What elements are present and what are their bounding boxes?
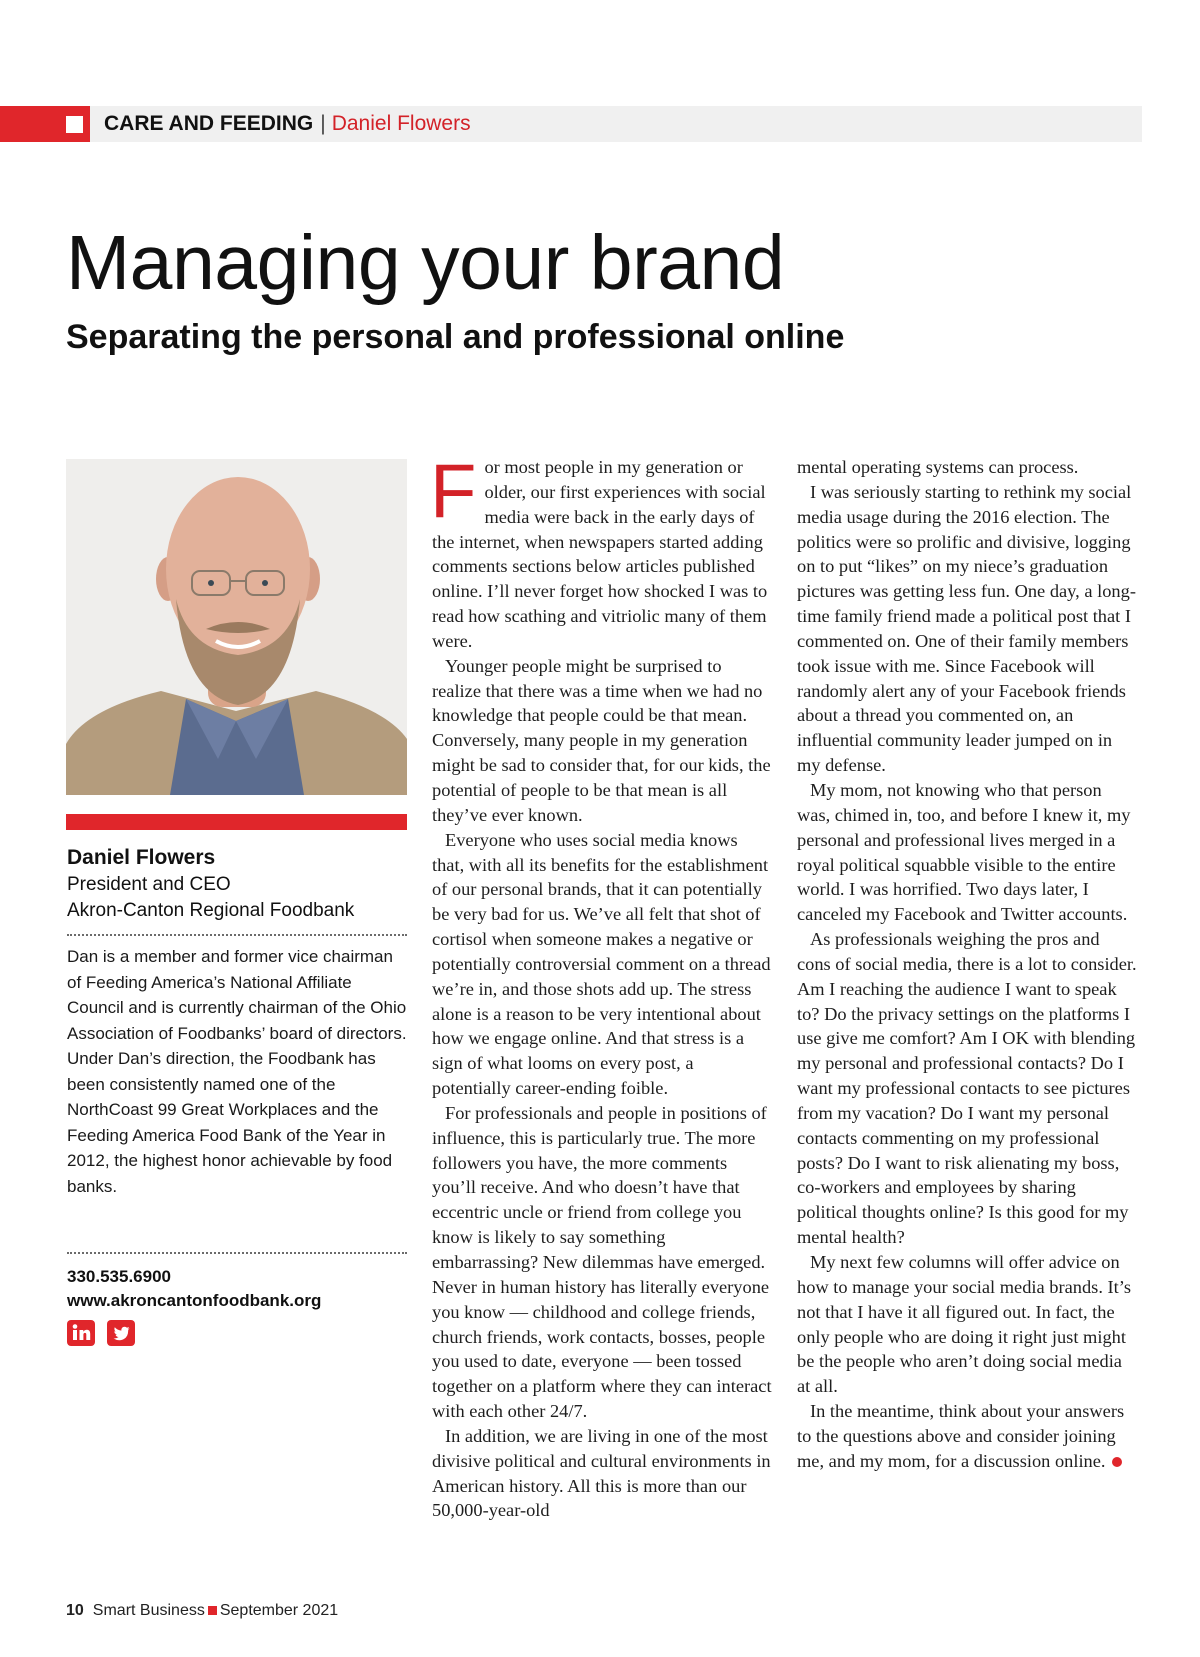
photo-accent-bar	[66, 814, 407, 830]
article-paragraph: My mom, not knowing who that person was, chimed in, too, and before I knew it, my personal and professional lives merged in a royal political squabble visible to the entire world. I was horrified. Two days later, I canceled my Facebook and Twitter accounts.	[797, 779, 1131, 925]
page-number: 10	[66, 1602, 84, 1619]
article-paragraph: My next few columns will offer advice on how to manage your social media brands. It’s not that I have it all figured out. In fact, the only people who are doing it right just might be the people who aren’t doing social media at all.	[797, 1252, 1132, 1397]
article-paragraph: mental operating systems can process.	[797, 457, 1079, 477]
article-paragraph: Everyone who uses social media knows that, with all its benefits for the establishment of our personal brands, that it can potentially be very bad for us. We’ve all felt that shot of cortisol when someone makes a negative or potentially controversial comment on a thread we’re in, and those shots add up. The stress alone is a reason to be very intentional about how we engage online. And that stress is a sign of what looms on every post, a potentially career-ending foible.	[432, 829, 771, 1099]
author-organization: Akron-Canton Regional Foodbank	[67, 900, 355, 921]
article-paragraph: I was seriously starting to rethink my social media usage during the 2016 election. The politics were so prolific and divisive, logging on to put “likes” on my niece’s graduation pictures was getting less fun. One day, a long-time family friend made a political post that I commented on. One of their family members took issue with me. Since Facebook will randomly alert any of your Facebook friends about a thread you commented on, an influential community leader jumped on in my defense.	[797, 481, 1136, 776]
page-footer	[66, 1600, 338, 1622]
dotted-divider	[67, 934, 407, 936]
article-paragraph: As professionals weighing the pros and cons of social media, there is a lot to consider. Am I reaching the audience I want to speak to? Do the privacy settings on the platforms I use give me comfort? Am I OK with blending my personal and professional contacts? Do I want my professional contacts to see pictures from my vacation? Do I want my personal contacts commenting on my professional posts? Do I want to risk alienating my boss, co-workers and employees by sharing political thoughts online? Is this good for my mental health?	[797, 929, 1137, 1248]
header-author: Daniel Flowers	[331, 112, 471, 135]
author-name: Daniel Flowers	[67, 846, 216, 869]
article-paragraph: Younger people might be surprised to realize that there was a time when we had no knowledge that people could be that mean. Conversely, many people in my generation might be sad to consider that, for our kids, the potential of people to be that mean is all they’ve ever known.	[432, 655, 771, 825]
section-label: CARE AND FEEDING	[104, 112, 314, 135]
author-photo	[66, 459, 407, 795]
article-paragraph	[430, 449, 772, 654]
contact-phone: 330.535.6900	[67, 1267, 171, 1286]
dotted-divider	[67, 1252, 407, 1254]
article-column-2	[797, 455, 1137, 1474]
header-separator: |	[320, 112, 326, 135]
author-role: President and CEO	[67, 874, 231, 895]
end-mark-icon	[1112, 1457, 1122, 1467]
contact-website-link[interactable]: www.akroncantonfoodbank.org	[67, 1291, 322, 1310]
section-header	[104, 110, 471, 138]
publication-name: Smart Business	[92, 1602, 205, 1619]
article-column-1	[430, 449, 772, 1523]
linkedin-icon[interactable]	[67, 1320, 95, 1346]
paragraph-text: In the meantime, think about your answers to the questions above and consider joining me, and my mom, for a discussion online.	[797, 1401, 1125, 1471]
header-square-icon	[66, 116, 83, 133]
article-subtitle: Separating the personal and professional online	[66, 318, 845, 356]
article-paragraph: In addition, we are living in one of the most divisive political and cultural environments in American history. All this is more than our 50,000-year-old	[432, 1425, 771, 1521]
drop-cap: F	[430, 449, 477, 534]
footer-square-icon	[208, 1606, 217, 1615]
article-title: Managing your brand	[66, 220, 785, 306]
twitter-icon[interactable]	[107, 1320, 135, 1346]
issue-date: September 2021	[219, 1602, 339, 1619]
article-paragraph: For professionals and people in positions of influence, this is particularly true. The more followers you have, the more comments you’ll receive. And who doesn’t have that eccentric uncle or friend from college you know is likely to say something embarrassing? New dilemmas have emerged. Never in human history has literally everyone you know — childhood and college friends, church friends, work contacts, bosses, people you used to date, everyone — been tossed together on a platform where they can interact with each other 24/7.	[432, 1102, 772, 1422]
paragraph-text: or most people in my generation or older, our first experiences with social media were back in the early days of the internet, when newspapers started adding comments sections below articles published online. I’ll never forget how shocked I was to read how scathing and vitriolic many of them were.	[432, 457, 768, 651]
article-paragraph	[797, 1399, 1137, 1474]
author-bio: Dan is a member and former vice chairman of Feeding America’s National Affiliate Council and is currently chairman of the Ohio Association of Foodbanks’ board of directors. Under Dan’s direction, the Foodbank has been consistently named one of the NorthCoast 99 Great Workplaces and the Feeding America Food Bank of the Year in 2012, the highest honor achievable by food banks.	[67, 947, 407, 1196]
